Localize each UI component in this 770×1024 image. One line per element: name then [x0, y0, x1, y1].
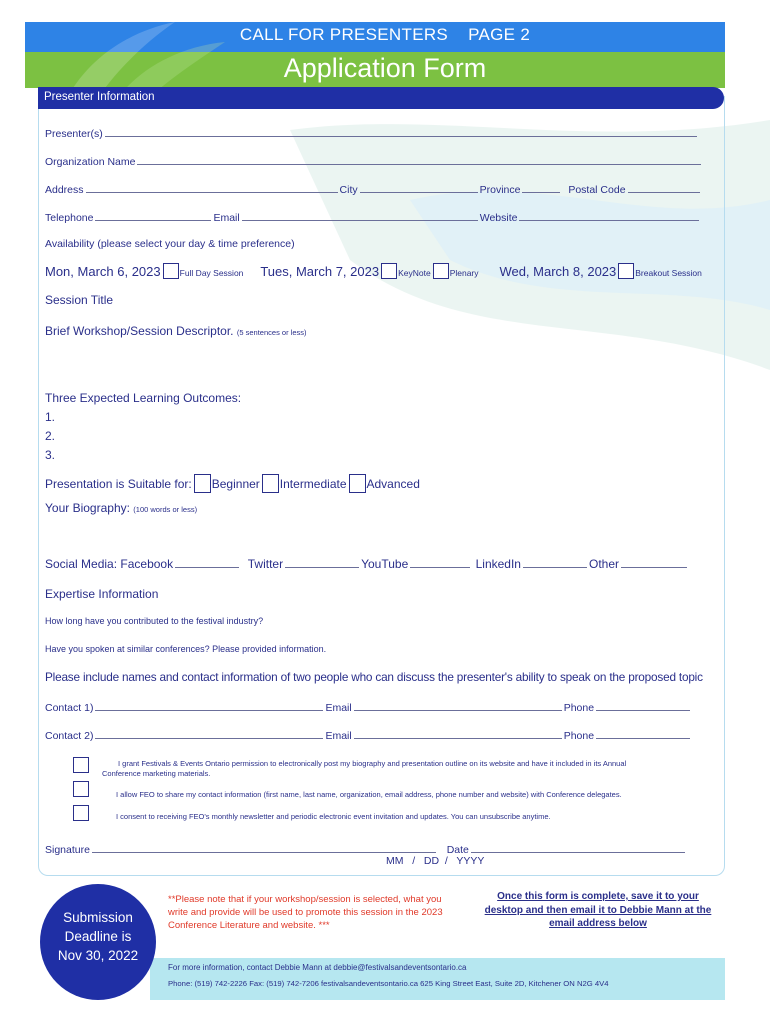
organization-row [45, 154, 703, 168]
advanced-checkbox[interactable] [349, 474, 366, 493]
other-label: Other [588, 557, 619, 571]
contact-2-phone-label: Phone [563, 730, 595, 742]
biography-row [45, 501, 197, 515]
contact-2-phone-field[interactable] [596, 728, 690, 739]
breakout-checkbox[interactable] [618, 263, 634, 279]
full-day-checkbox[interactable] [163, 263, 179, 279]
social-media-label: Social Media: [45, 557, 118, 571]
contact-1-name-field[interactable] [95, 700, 323, 711]
linkedin-label: LinkedIn [475, 557, 521, 571]
save-instructions: Once this form is complete, save it to your desktop and then email it to Debbie Mann at the email address below [484, 891, 712, 929]
mon-date: Mon, March 6, 2023 [45, 264, 161, 279]
city-field[interactable] [360, 182, 478, 193]
outcome-1[interactable]: 1. [45, 410, 56, 424]
keynote-checkbox[interactable] [381, 263, 397, 279]
contact-1-email-label: Email [325, 702, 352, 714]
contact-1-label: Contact 1) [45, 702, 94, 714]
contact-1-phone-label: Phone [563, 702, 595, 714]
twitter-label: Twitter [247, 557, 284, 571]
availability-label: Availability (please select your day & time preference) [45, 238, 295, 250]
consent-1-text [118, 759, 718, 769]
address-field[interactable] [86, 182, 338, 193]
email-field[interactable] [242, 210, 478, 221]
advanced-label: Advanced [366, 477, 420, 491]
contact-1-row [45, 700, 692, 714]
province-label: Province [479, 184, 521, 196]
deadline-line-2: Deadline is [64, 929, 132, 944]
deadline-line-3: Nov 30, 2022 [57, 948, 139, 963]
contact-1-phone-field[interactable] [596, 700, 690, 711]
full-day-label: Full Day Session [179, 268, 244, 278]
telephone-row [45, 210, 701, 224]
telephone-field[interactable] [95, 210, 211, 221]
keynote-label: KeyNote [398, 268, 431, 278]
organization-label: Organization Name [45, 156, 136, 168]
outcome-2[interactable]: 2. [45, 429, 56, 443]
header-subtitle: CALL FOR PRESENTERS PAGE 2 [239, 25, 531, 44]
contacts-prompt: Please include names and contact information of two people who can discuss the presenter's ability to speak on the proposed topic [45, 670, 703, 684]
date-label: Date [446, 844, 469, 856]
presenters-field[interactable] [105, 126, 697, 137]
twitter-field[interactable] [285, 557, 359, 568]
section-header-presenter: Presenter Information [38, 87, 724, 109]
email-label: Email [213, 212, 240, 224]
facebook-label: Facebook [120, 557, 174, 571]
telephone-label: Telephone [45, 212, 94, 224]
organization-field[interactable] [137, 154, 701, 165]
linkedin-field[interactable] [523, 557, 587, 568]
youtube-field[interactable] [410, 557, 470, 568]
brief-descriptor-row [45, 324, 307, 338]
consent-2-text: I allow FEO to share my contact information (first name, last name, organization, email address, phone number and website) with Conference delegates. [116, 790, 622, 799]
contact-2-name-field[interactable] [95, 728, 323, 739]
deadline-line-1: Submission [63, 910, 133, 925]
facebook-field[interactable] [175, 557, 239, 568]
presenters-row [45, 126, 699, 140]
plenary-label: Plenary [449, 268, 479, 278]
beginner-checkbox[interactable] [194, 474, 211, 493]
availability-row [45, 263, 702, 279]
suitable-row [45, 474, 420, 493]
contact-1-email-field[interactable] [354, 700, 562, 711]
contact-2-email-field[interactable] [354, 728, 562, 739]
biography-note: (100 words or less) [133, 505, 198, 514]
beginner-label: Beginner [211, 477, 260, 491]
signature-row [45, 842, 687, 856]
city-label: City [339, 184, 358, 196]
session-title-label: Session Title [45, 293, 114, 307]
consent-1-checkbox[interactable] [73, 757, 89, 773]
brief-descriptor-note: (5 sentences or less) [236, 328, 307, 337]
biography-label: Your Biography: [45, 501, 130, 515]
contact-2-label: Contact 2) [45, 730, 94, 742]
intermediate-checkbox[interactable] [262, 474, 279, 493]
website-field[interactable] [519, 210, 699, 221]
address-label: Address [45, 184, 84, 196]
outcomes-label: Three Expected Learning Outcomes: [45, 391, 242, 405]
contact-2-row [45, 728, 692, 742]
province-field[interactable] [522, 182, 560, 193]
footer-contact-line: For more information, contact Debbie Mann at debbie@festivalsandeventsontario.ca [168, 963, 467, 972]
expertise-question-2: Have you spoken at similar conferences? Please provided information. [45, 644, 327, 654]
submission-deadline-badge [40, 884, 156, 1000]
selection-note: **Please note that if your workshop/session is selected, what you write and provide will be used to promote this session in the 2023 Conference Literature and website. *** [168, 894, 443, 931]
suitable-label: Presentation is Suitable for: [45, 477, 192, 491]
address-row [45, 182, 702, 196]
consent-1-line-1: I grant Festivals & Events Ontario permission to electronically post my biography and presentation outline on its website and have it included in its Annual [118, 759, 627, 768]
postal-label: Postal Code [568, 184, 626, 196]
social-media-row [45, 557, 689, 571]
expertise-question-1: How long have you contributed to the festival industry? [45, 616, 264, 626]
outcome-3[interactable]: 3. [45, 448, 56, 462]
consent-3-checkbox[interactable] [73, 805, 89, 821]
consent-3-text: I consent to receiving FEO's monthly newsletter and periodic electronic event invitation and updates. You can unsubscribe anytime. [116, 812, 551, 821]
signature-label: Signature [45, 844, 90, 856]
breakout-label: Breakout Session [635, 268, 702, 278]
youtube-label: YouTube [361, 557, 409, 571]
website-label: Website [479, 212, 518, 224]
wed-date: Wed, March 8, 2023 [499, 264, 617, 279]
tue-date: Tues, March 7, 2023 [260, 264, 380, 279]
expertise-title: Expertise Information [45, 587, 159, 601]
date-field[interactable] [471, 842, 685, 853]
date-format-hint: MM / DD / YYYY [386, 855, 485, 867]
intermediate-label: Intermediate [279, 477, 347, 491]
other-field[interactable] [621, 557, 687, 568]
brief-descriptor-label: Brief Workshop/Session Descriptor. [45, 324, 234, 338]
consent-1-line-2: Conference marketing materials. [102, 769, 211, 778]
page-title: Application Form [283, 53, 487, 83]
plenary-checkbox[interactable] [433, 263, 449, 279]
contact-2-email-label: Email [325, 730, 352, 742]
consent-2-checkbox[interactable] [73, 781, 89, 797]
postal-field[interactable] [628, 182, 700, 193]
signature-field[interactable] [92, 842, 436, 853]
presenters-label: Presenter(s) [45, 128, 103, 140]
footer-address-line: Phone: (519) 742-2226 Fax: (519) 742-7206 festivalsandeventsontario.ca 625 King Street East, Suite 2D, Kitchener ON N2G 4V4 [168, 979, 609, 988]
